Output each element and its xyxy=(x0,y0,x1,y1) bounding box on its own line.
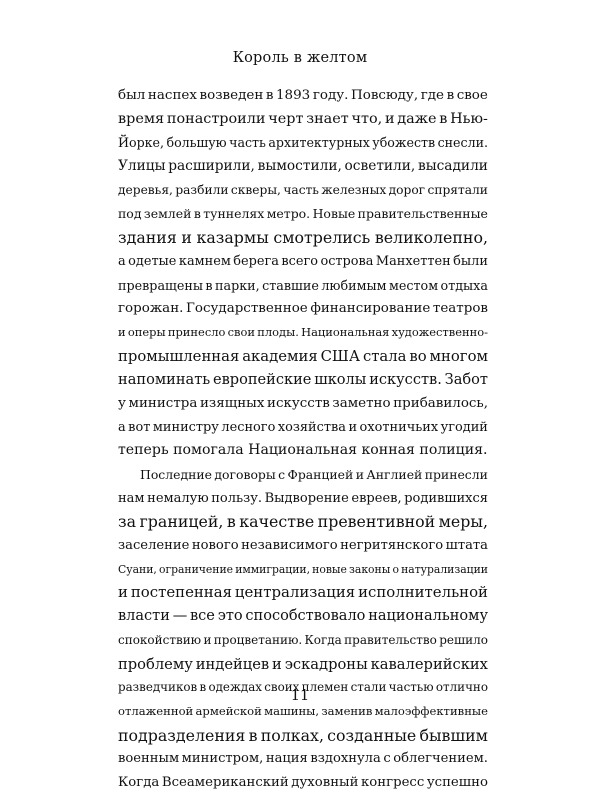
text-line xyxy=(118,250,488,274)
word: законы xyxy=(349,562,391,576)
word: и xyxy=(118,583,128,602)
text-line xyxy=(118,274,488,298)
word: министром, xyxy=(181,751,264,767)
word: одеждах xyxy=(208,680,262,695)
text-line xyxy=(118,108,488,132)
word: процветанию. xyxy=(213,632,303,647)
word: превращены xyxy=(118,277,203,293)
word: нация xyxy=(265,751,308,767)
text-line xyxy=(118,747,488,771)
word: кавалерийских xyxy=(370,655,488,673)
word: в xyxy=(446,88,455,103)
word: финансирование xyxy=(310,301,431,317)
word: заселение xyxy=(118,538,190,554)
word: искусств. xyxy=(369,371,442,389)
word: Францией xyxy=(287,467,354,482)
word: с xyxy=(383,751,391,767)
word: военным xyxy=(118,751,180,767)
word: архитектурных xyxy=(268,135,370,151)
word: национальному xyxy=(368,608,488,625)
word: знает xyxy=(306,110,349,127)
word: 1893 xyxy=(276,88,311,103)
word: великолепно, xyxy=(374,228,488,248)
word: вымостили, xyxy=(257,158,342,175)
text-line xyxy=(118,321,488,345)
running-header: Король в желтом xyxy=(232,50,368,66)
text-line xyxy=(118,345,488,369)
text-line xyxy=(118,297,488,321)
word: в xyxy=(439,110,448,127)
word: школы xyxy=(314,371,367,389)
word: Англией xyxy=(366,467,423,482)
word: горожан. xyxy=(118,301,184,317)
page-number: 11 xyxy=(290,688,310,704)
word: академия xyxy=(242,347,318,365)
word: проблему xyxy=(118,655,193,673)
word: и xyxy=(203,632,212,647)
text-line xyxy=(118,131,488,155)
word: Улицы xyxy=(118,158,166,175)
word: и xyxy=(181,228,192,248)
word: смотрелись xyxy=(273,228,371,248)
word: духовный xyxy=(291,774,359,790)
word: оперы xyxy=(127,324,166,339)
word: берега xyxy=(233,253,279,269)
word: Государственное xyxy=(186,301,308,317)
word: в xyxy=(248,725,258,745)
word: Национальная xyxy=(301,324,390,339)
word: всего xyxy=(281,253,318,269)
word: в xyxy=(226,512,236,532)
word: разведчиков xyxy=(118,680,198,695)
word: армейской xyxy=(195,703,262,718)
word: угодий xyxy=(440,419,488,435)
word: централизация xyxy=(234,583,356,602)
word: часть xyxy=(283,182,319,197)
text-line xyxy=(118,179,488,203)
word: художественно- xyxy=(391,324,488,339)
word: казармы xyxy=(196,228,269,248)
word: театров xyxy=(432,301,488,317)
word: Новые xyxy=(312,206,356,222)
word: созданные xyxy=(327,725,417,745)
word: время xyxy=(118,110,165,127)
word: свои xyxy=(227,324,256,339)
word: возведен xyxy=(199,88,264,103)
word: конгресс xyxy=(361,774,425,790)
word: Забот xyxy=(444,371,488,389)
word: принесло xyxy=(167,324,226,339)
text-line xyxy=(118,510,488,534)
word: спрятали xyxy=(427,182,488,197)
word: парки, xyxy=(215,277,260,293)
word: способствовало xyxy=(245,608,366,625)
word: изящных xyxy=(199,395,265,411)
word: немалую xyxy=(147,490,209,506)
word: промышленная xyxy=(118,347,240,365)
word: плоды. xyxy=(257,324,299,339)
word: независимого xyxy=(241,538,338,554)
word: это xyxy=(217,608,243,625)
word: Нью- xyxy=(450,110,488,127)
word: своих xyxy=(264,680,300,695)
word: отлаженной xyxy=(118,703,194,718)
word: за xyxy=(118,512,137,532)
word: где xyxy=(420,88,444,103)
word: малоэффективные xyxy=(374,703,488,718)
word: прибавилось, xyxy=(393,395,488,411)
word: Суани, xyxy=(118,562,157,576)
word: вздохнула xyxy=(310,751,381,767)
word: с xyxy=(278,467,286,482)
word: Последние xyxy=(140,467,212,482)
word: свое xyxy=(456,88,488,103)
word: местом xyxy=(388,277,439,293)
word: лесного xyxy=(221,419,276,435)
text-line xyxy=(118,771,488,795)
word: министру xyxy=(152,419,219,435)
word: у xyxy=(118,395,126,411)
word: превентивной xyxy=(317,512,436,532)
word: во xyxy=(409,347,427,365)
text-line xyxy=(118,558,488,582)
word: Когда xyxy=(304,632,342,647)
word: под xyxy=(118,206,142,222)
word: дорог xyxy=(388,182,426,197)
word: США xyxy=(320,347,361,365)
word: негритянского xyxy=(340,538,444,554)
word: облегчением. xyxy=(393,751,488,767)
text-line xyxy=(118,202,488,226)
word: острова xyxy=(320,253,374,269)
text-line xyxy=(118,605,488,629)
word: евреев, xyxy=(351,490,402,506)
word: подразделения xyxy=(118,725,246,745)
word: иммиграции, xyxy=(235,562,311,576)
word: заменив xyxy=(321,703,373,718)
word: Манхеттен xyxy=(375,253,451,269)
word: одетые xyxy=(128,253,177,269)
word: частью xyxy=(388,680,434,695)
word: напоминать xyxy=(118,371,211,389)
word: и xyxy=(348,419,358,435)
word: землей xyxy=(143,206,192,222)
word: спокойствию xyxy=(118,632,202,647)
word: железных xyxy=(321,182,387,197)
word: индейцев xyxy=(195,655,270,673)
word: деревья, xyxy=(118,182,173,197)
word: черт xyxy=(268,110,304,127)
word: полках, xyxy=(260,725,324,745)
word: Йорке, xyxy=(118,135,165,151)
text-line xyxy=(118,487,488,511)
word: правительственные xyxy=(357,206,488,222)
text-line xyxy=(118,581,488,605)
word: Повсюду, xyxy=(351,88,419,103)
word: здания xyxy=(118,228,177,248)
word: отдыха xyxy=(440,277,488,293)
word: решило xyxy=(439,632,488,647)
word: Всеамериканский xyxy=(161,774,289,790)
word: все xyxy=(190,608,215,625)
word: исполнительной xyxy=(358,583,488,602)
word: разбили xyxy=(175,182,229,197)
word: были xyxy=(453,253,488,269)
word: и xyxy=(272,655,282,673)
text-line xyxy=(118,368,488,392)
word: в xyxy=(193,206,201,222)
word: договоры xyxy=(214,467,276,482)
text-line xyxy=(118,629,488,653)
word: границей, xyxy=(139,512,224,532)
word: понастроили xyxy=(166,110,266,127)
word: меры, xyxy=(438,512,488,532)
word: отлично xyxy=(435,680,488,695)
word: правительство xyxy=(344,632,437,647)
word: любимым xyxy=(321,277,387,293)
word: убожеств xyxy=(372,135,436,151)
text-line xyxy=(118,534,488,558)
word: пользу. xyxy=(211,490,263,506)
word: вот xyxy=(128,419,151,435)
word: скверы, xyxy=(230,182,281,197)
word: в xyxy=(265,88,274,103)
word: был xyxy=(118,88,146,103)
text-line xyxy=(118,416,488,440)
text-line xyxy=(118,724,488,748)
word: большую xyxy=(166,135,227,151)
word: заметно xyxy=(332,395,391,411)
word: наспех xyxy=(147,88,197,103)
word: племен xyxy=(301,680,349,695)
word: часть xyxy=(229,135,266,151)
word: расширили, xyxy=(168,158,255,175)
word: постепенная xyxy=(130,583,232,602)
word: о xyxy=(392,562,399,576)
word: эскадроны xyxy=(284,655,368,673)
word: искусств xyxy=(267,395,330,411)
word: новые xyxy=(312,562,347,576)
text-line: теперь помогала Национальная конная полиция. xyxy=(118,442,488,459)
text-line xyxy=(118,653,488,677)
word: ставшие xyxy=(262,277,319,293)
word: метро. xyxy=(266,206,311,222)
word: стала xyxy=(362,347,407,365)
word: и xyxy=(355,467,364,482)
word: и xyxy=(384,110,395,127)
word: и xyxy=(118,324,126,339)
word: хозяйства xyxy=(277,419,346,435)
word: Когда xyxy=(118,774,160,790)
word: туннелях xyxy=(203,206,265,222)
word: власти xyxy=(118,608,170,625)
word: а xyxy=(118,253,126,269)
text-line xyxy=(118,226,488,250)
word: многом xyxy=(429,347,488,365)
word: — xyxy=(172,608,188,625)
word: принесли xyxy=(424,467,488,482)
text-line xyxy=(118,463,488,487)
word: охотничьих xyxy=(359,419,439,435)
word: ограничение xyxy=(158,562,234,576)
word: Выдворение xyxy=(264,490,349,506)
word: стали xyxy=(350,680,387,695)
word: году. xyxy=(312,88,349,103)
word: штата xyxy=(445,538,488,554)
word: натурализации xyxy=(401,562,488,576)
word: нового xyxy=(191,538,239,554)
word: в xyxy=(205,277,213,293)
text-line xyxy=(118,392,488,416)
word: успешно xyxy=(426,774,488,790)
word: бывшим xyxy=(419,725,488,745)
word: в xyxy=(199,680,207,695)
word: даже xyxy=(397,110,437,127)
word: европейские xyxy=(212,371,312,389)
word: машины, xyxy=(264,703,320,718)
word: нам xyxy=(118,490,145,506)
word: качестве xyxy=(239,512,315,532)
word: а xyxy=(118,419,126,435)
text-line xyxy=(118,155,488,179)
word: министра xyxy=(128,395,198,411)
text-line xyxy=(118,84,488,108)
word: камнем xyxy=(178,253,231,269)
word: что, xyxy=(351,110,383,127)
word: родившихся xyxy=(404,490,488,506)
word: осветили, xyxy=(344,158,416,175)
word: снесли. xyxy=(437,135,488,151)
word: высадили xyxy=(417,158,488,175)
